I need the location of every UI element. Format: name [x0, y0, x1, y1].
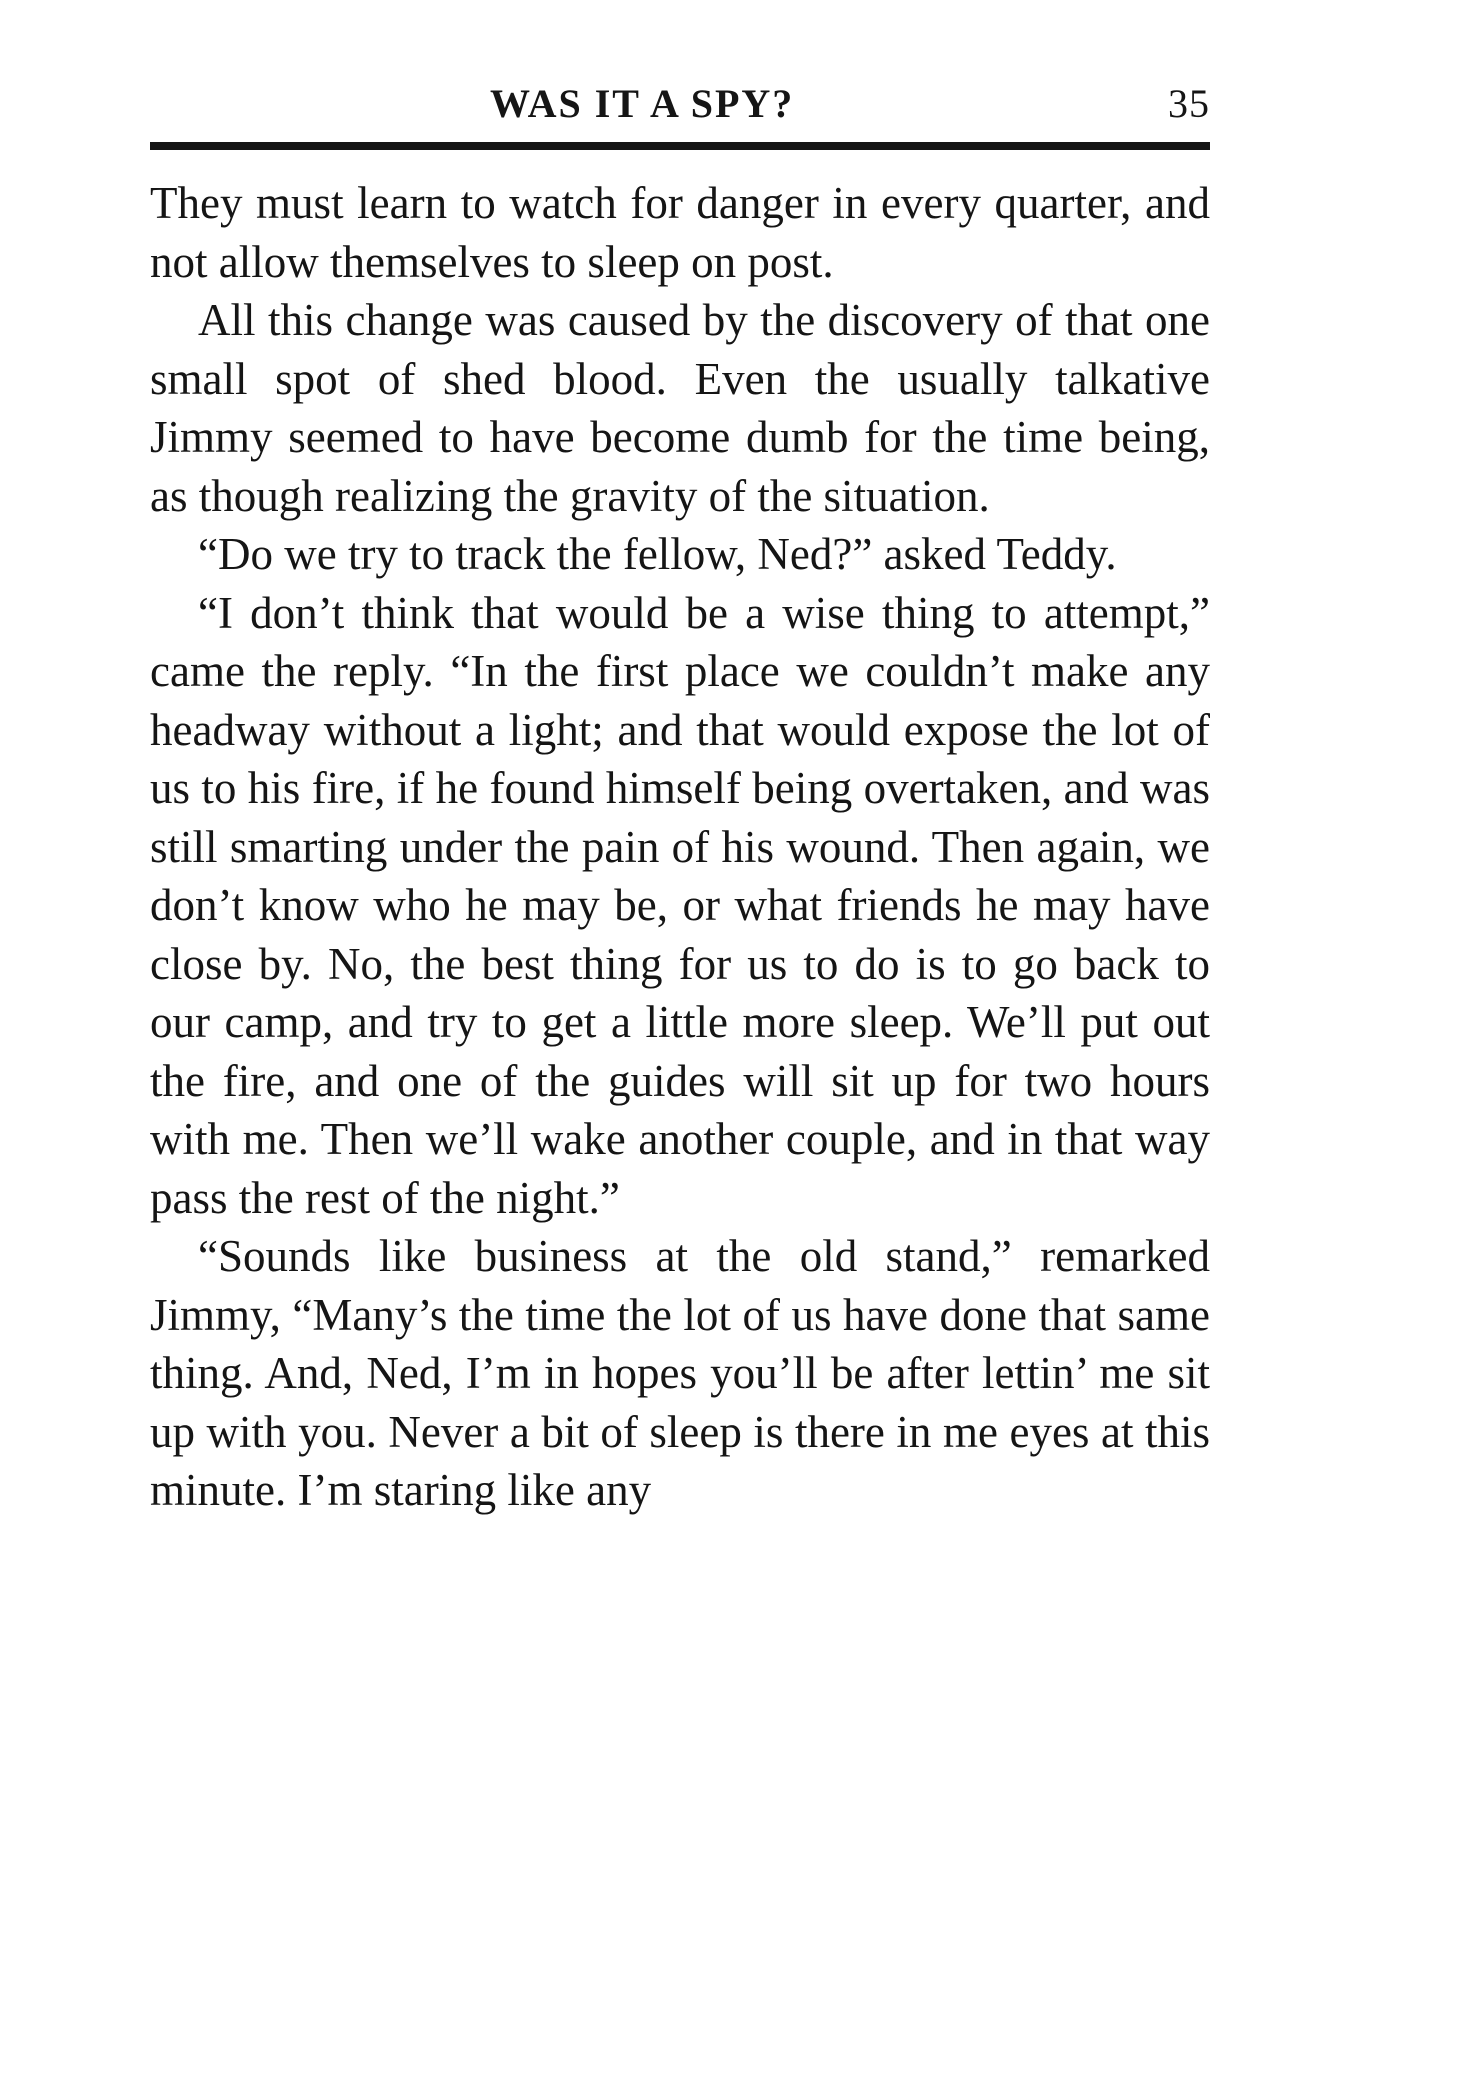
header-rule — [150, 142, 1210, 150]
paragraph: All this change was caused by the discovery of that one small spot of shed blood. Even the usually talkative Jimmy seemed to have become dumb for the time being, as though realizing the gravity of the situation. — [150, 295, 1210, 521]
body-text — [150, 174, 1210, 1520]
paragraph: “Do we try to track the fellow, Ned?” asked Teddy. — [198, 529, 1117, 579]
paragraph: “Sounds like business at the old stand,” remarked Jimmy, “Many’s the time the lot of us have done that same thing. And, Ned, I’m in hopes you’ll be after lettin’ me sit up with you. Never a bit of sleep is there in me eyes at this minute. I’m staring like any — [150, 1231, 1210, 1515]
paragraph: They must learn to watch for danger in every quarter, and not allow themselves to sleep on post. — [150, 178, 1210, 287]
paragraph: “I don’t think that would be a wise thing to attempt,” came the reply. “In the first place we couldn’t make any headway without a light; and that would expose the lot of us to his fire, if he found himself being overtaken, and was still smarting under the pain of his wound. Then again, we don’t know who he may be, or what friends he may have close by. No, the best thing for us to do is to go back to our camp, and try to get a little more sleep. We’ll put out the fire, and one of the guides will sit up for two hours with me. Then we’ll wake another couple, and in that way pass the rest of the night.” — [150, 587, 1210, 1223]
book-page — [150, 80, 1210, 1520]
running-title: WAS IT A SPY? — [490, 81, 795, 126]
page-number: 35 — [1168, 81, 1210, 126]
running-head — [150, 80, 1210, 140]
